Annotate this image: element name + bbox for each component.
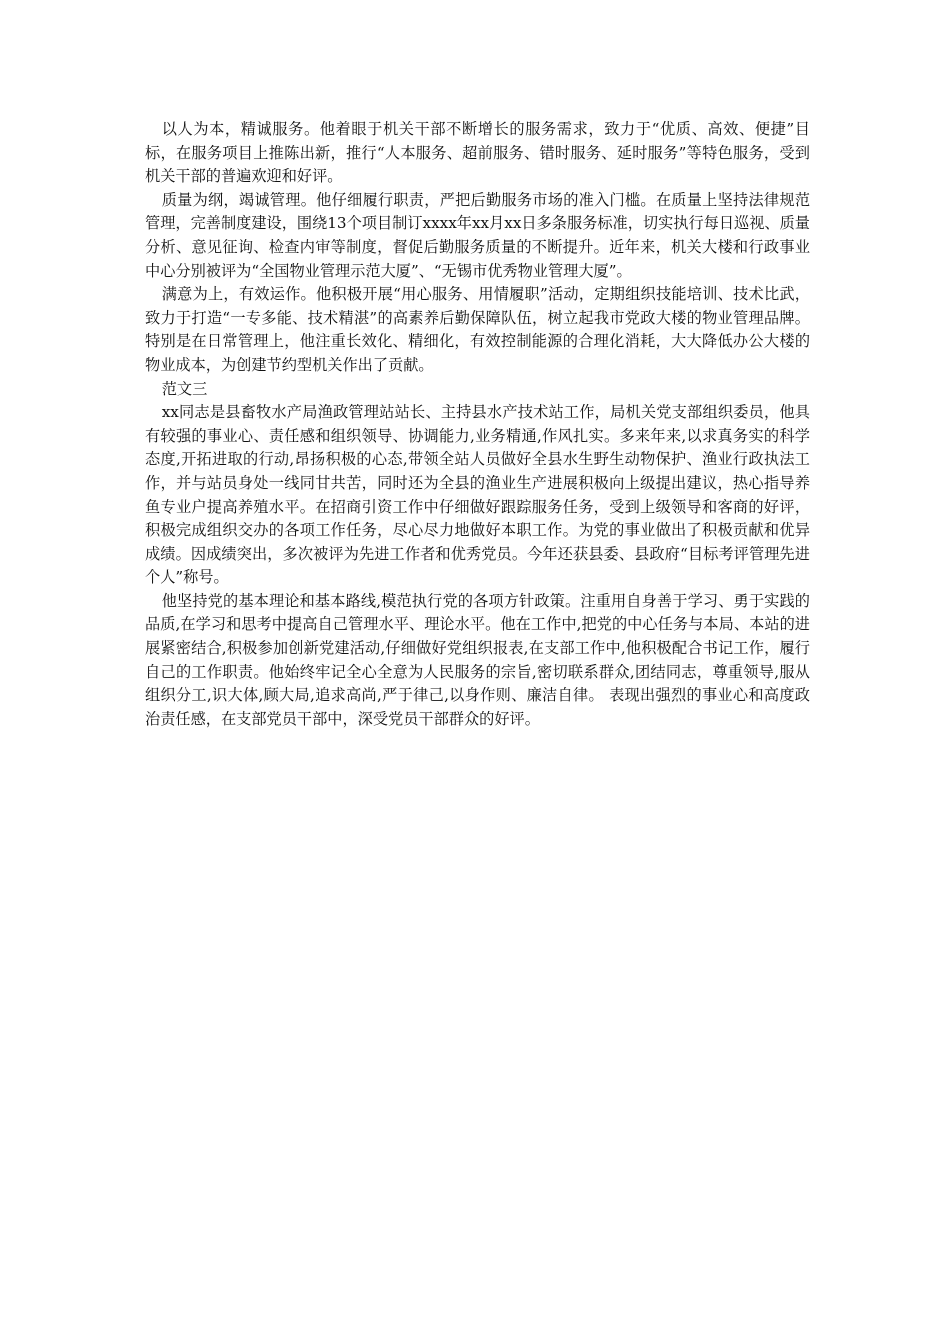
paragraph-quality-management: 质量为纲，竭诚管理。他仔细履行职责，严把后勤服务市场的准入门槛。在质量上坚持法律规范管理，完善制度建设，围绕13个项目制订xxxx年xx月xx日多条服务标准，切实执行每日巡视、质量分析、意见征询、检查内审等制度，督促后勤服务质量的不断提升。近年来，机关大楼和行政事业中心分别被评为“全国物业管理示范大厦”、“无锡市优秀物业管理大厦”。 <box>145 190 810 280</box>
section-heading-sample-three: 范文三 <box>161 379 208 398</box>
paragraph-party-theory: 他坚持党的基本理论和基本路线,模范执行党的各项方针政策。注重用自身善于学习、勇于实践的品质,在学习和思考中提高自己管理水平、理论水平。他在工作中,把党的中心任务与本局、本站的进展紧密结合,积极参加创新党建活动,仔细做好党组织报表,在支部工作中,他积极配合书记工作，履行自己的工作职责。他始终牢记全心全意为人民服务的宗旨,密切联系群众,团结同志，尊重领导,服从组织分工,识大体,顾大局,追求高尚,严于律己,以身作则、廉洁自律。 表现出强烈的事业心和高度政治责任感，在支部党员干部中，深受党员干部群众的好评。 <box>145 591 810 728</box>
paragraph-people-oriented: 以人为本，精诚服务。他着眼于机关干部不断增长的服务需求，致力于“优质、高效、便捷”目标，在服务项目上推陈出新，推行“人本服务、超前服务、错时服务、延时服务”等特色服务，受到机关干部的普遍欢迎和好评。 <box>145 120 810 186</box>
document-body <box>145 118 810 731</box>
paragraph-satisfaction-operation: 满意为上，有效运作。他积极开展“用心服务、用情履职”活动，定期组织技能培训、技术比武，致力于打造“一专多能、技术精湛”的高素养后勤保障队伍，树立起我市党政大楼的物业管理品牌。特别是在日常管理上，他注重长效化、精细化，有效控制能源的合理化消耗，大大降低办公大楼的物业成本，为创建节约型机关作出了贡献。 <box>145 285 810 374</box>
paragraph-comrade-intro: xx同志是县畜牧水产局渔政管理站站长、主持县水产技术站工作，局机关党支部组织委员，他具有较强的事业心、责任感和组织领导、协调能力,业务精通,作风扎实。多来年来,以求真务实的科学态度,开拓进取的行动,昂扬积极的心态,带领全站人员做好全县水生野生动物保护、渔业行政执法工作，并与站员身处一线同甘共苦，同时还为全县的渔业生产进展积极向上级提出建议，热心指导养鱼专业户提高养殖水平。在招商引资工作中仔细做好跟踪服务任务，受到上级领导和客商的好评，积极完成组织交办的各项工作任务，尽心尽力地做好本职工作。为党的事业做出了积极贡献和优异成绩。因成绩突出，多次被评为先进工作者和优秀党员。今年还获县委、县政府“目标考评管理先进个人”称号。 <box>145 403 810 587</box>
